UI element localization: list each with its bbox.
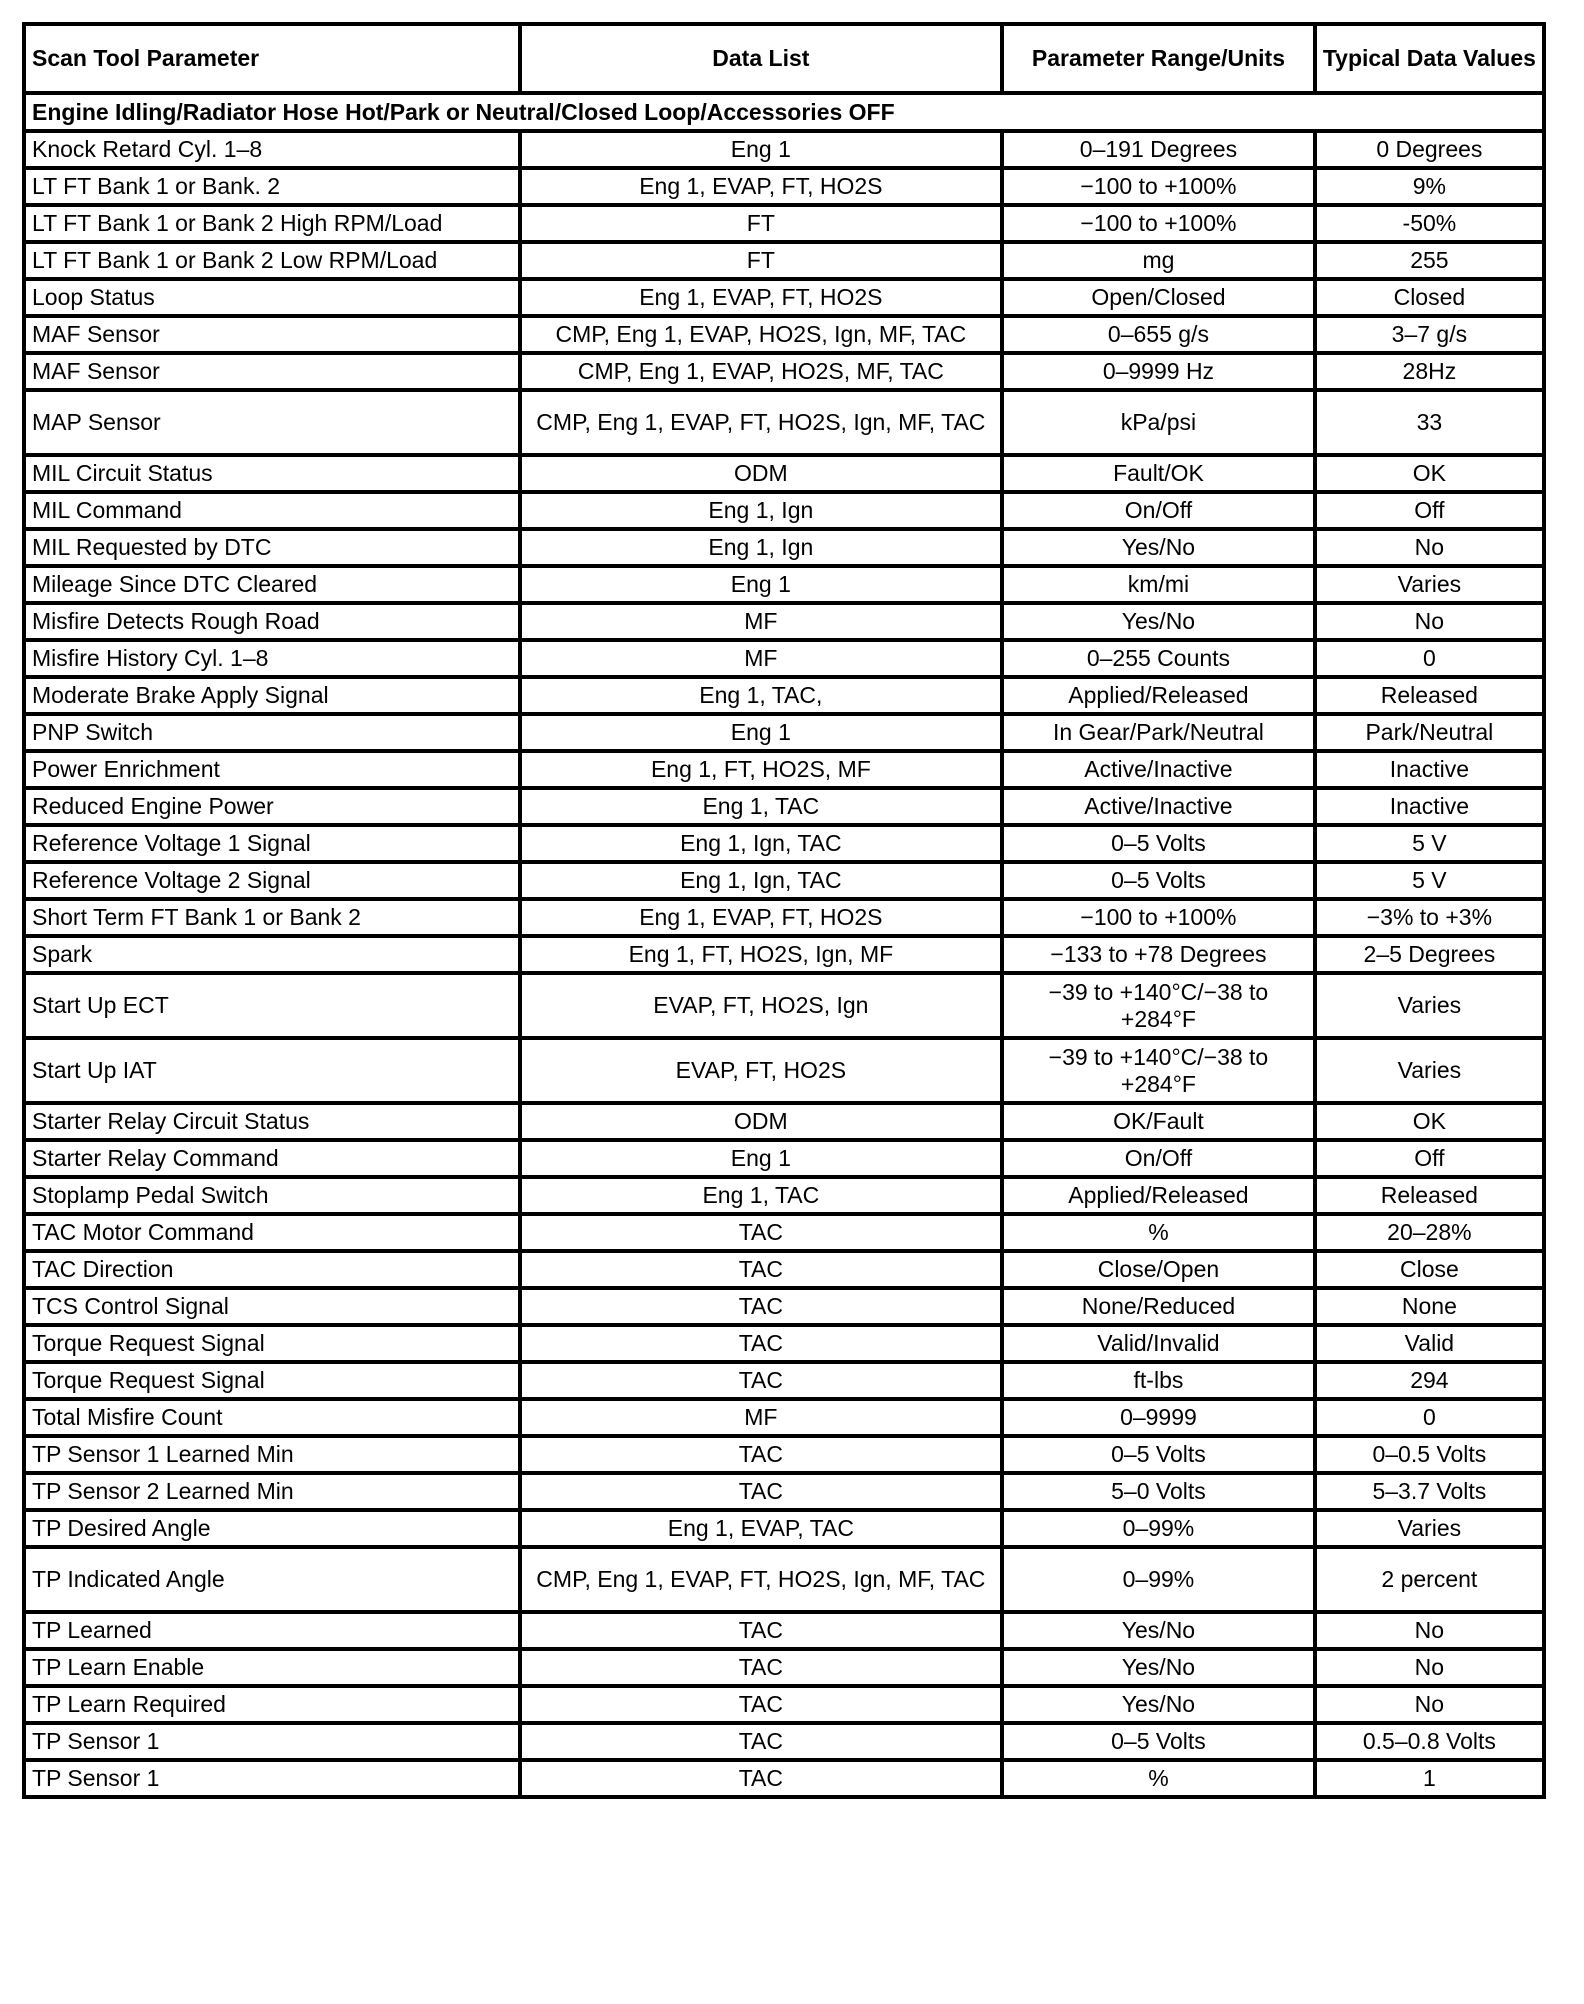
table-row (24, 1362, 1544, 1399)
parameter-cell: LT FT Bank 1 or Bank. 2 (24, 168, 520, 205)
typical-value-cell: None (1315, 1288, 1544, 1325)
table-row (24, 899, 1544, 936)
table-row (24, 353, 1544, 390)
range-units-cell: mg (1002, 242, 1315, 279)
table-row (24, 1760, 1544, 1797)
parameter-cell: Starter Relay Circuit Status (24, 1103, 520, 1140)
typical-value-cell: 5 V (1315, 825, 1544, 862)
typical-value-cell: 294 (1315, 1362, 1544, 1399)
typical-value-cell: No (1315, 529, 1544, 566)
table-body (24, 93, 1544, 1797)
parameter-cell: Torque Request Signal (24, 1362, 520, 1399)
typical-value-cell: Released (1315, 1177, 1544, 1214)
range-units-cell: Yes/No (1002, 1612, 1315, 1649)
range-units-cell: Active/Inactive (1002, 788, 1315, 825)
range-units-cell: −133 to +78 Degrees (1002, 936, 1315, 973)
parameter-cell: Power Enrichment (24, 751, 520, 788)
typical-value-cell: 3–7 g/s (1315, 316, 1544, 353)
parameter-cell: Knock Retard Cyl. 1–8 (24, 131, 520, 168)
parameter-cell: TP Sensor 1 Learned Min (24, 1436, 520, 1473)
table-row (24, 1038, 1544, 1103)
table-row (24, 279, 1544, 316)
range-units-cell: Yes/No (1002, 529, 1315, 566)
data-list-cell: TAC (520, 1686, 1003, 1723)
typical-value-cell: 9% (1315, 168, 1544, 205)
table-row (24, 390, 1544, 455)
table-row (24, 1288, 1544, 1325)
range-units-cell: None/Reduced (1002, 1288, 1315, 1325)
typical-value-cell: 0 (1315, 1399, 1544, 1436)
range-units-cell: 0–5 Volts (1002, 1723, 1315, 1760)
table-row (24, 1510, 1544, 1547)
data-list-cell: CMP, Eng 1, EVAP, FT, HO2S, Ign, MF, TAC (520, 1547, 1003, 1612)
parameter-cell: LT FT Bank 1 or Bank 2 High RPM/Load (24, 205, 520, 242)
parameter-cell: MIL Circuit Status (24, 455, 520, 492)
parameter-cell: MIL Requested by DTC (24, 529, 520, 566)
range-units-cell: 0–655 g/s (1002, 316, 1315, 353)
header-data-list: Data List (520, 24, 1003, 93)
table-row (24, 862, 1544, 899)
data-list-cell: Eng 1 (520, 131, 1003, 168)
parameter-cell: Reduced Engine Power (24, 788, 520, 825)
typical-value-cell: Off (1315, 1140, 1544, 1177)
table-row (24, 1436, 1544, 1473)
parameter-cell: MAF Sensor (24, 353, 520, 390)
typical-value-cell: 255 (1315, 242, 1544, 279)
table-row (24, 1473, 1544, 1510)
typical-value-cell: Valid (1315, 1325, 1544, 1362)
data-list-cell: TAC (520, 1473, 1003, 1510)
range-units-cell: Valid/Invalid (1002, 1325, 1315, 1362)
data-list-cell: CMP, Eng 1, EVAP, HO2S, MF, TAC (520, 353, 1003, 390)
typical-value-cell: Inactive (1315, 751, 1544, 788)
table-row (24, 1399, 1544, 1436)
data-list-cell: Eng 1, EVAP, FT, HO2S (520, 279, 1003, 316)
table-row (24, 973, 1544, 1038)
range-units-cell: −39 to +140°C/−38 to +284°F (1002, 973, 1315, 1038)
table-row (24, 316, 1544, 353)
parameter-cell: Short Term FT Bank 1 or Bank 2 (24, 899, 520, 936)
range-units-cell: 0–99% (1002, 1547, 1315, 1612)
table-row (24, 936, 1544, 973)
typical-value-cell: 0 (1315, 640, 1544, 677)
range-units-cell: % (1002, 1214, 1315, 1251)
parameter-cell: TP Sensor 1 (24, 1760, 520, 1797)
typical-value-cell: 5 V (1315, 862, 1544, 899)
parameter-cell: TP Learn Enable (24, 1649, 520, 1686)
parameter-cell: Stoplamp Pedal Switch (24, 1177, 520, 1214)
typical-value-cell: Varies (1315, 973, 1544, 1038)
table-row (24, 529, 1544, 566)
typical-value-cell: Released (1315, 677, 1544, 714)
data-list-cell: Eng 1, FT, HO2S, Ign, MF (520, 936, 1003, 973)
typical-value-cell: 0.5–0.8 Volts (1315, 1723, 1544, 1760)
parameter-cell: Moderate Brake Apply Signal (24, 677, 520, 714)
range-units-cell: 0–5 Volts (1002, 1436, 1315, 1473)
table-header-row (24, 24, 1544, 93)
range-units-cell: −100 to +100% (1002, 205, 1315, 242)
range-units-cell: 0–9999 Hz (1002, 353, 1315, 390)
typical-value-cell: Varies (1315, 1510, 1544, 1547)
range-units-cell: −39 to +140°C/−38 to +284°F (1002, 1038, 1315, 1103)
parameter-cell: TP Sensor 2 Learned Min (24, 1473, 520, 1510)
parameter-cell: Reference Voltage 2 Signal (24, 862, 520, 899)
typical-value-cell: 2–5 Degrees (1315, 936, 1544, 973)
table-row (24, 1723, 1544, 1760)
table-row (24, 1177, 1544, 1214)
data-list-cell: EVAP, FT, HO2S, Ign (520, 973, 1003, 1038)
range-units-cell: 0–5 Volts (1002, 862, 1315, 899)
range-units-cell: −100 to +100% (1002, 899, 1315, 936)
table-row (24, 1103, 1544, 1140)
parameter-cell: TP Learned (24, 1612, 520, 1649)
table-row (24, 751, 1544, 788)
parameter-cell: TP Sensor 1 (24, 1723, 520, 1760)
data-list-cell: ODM (520, 455, 1003, 492)
typical-value-cell: 5–3.7 Volts (1315, 1473, 1544, 1510)
data-list-cell: TAC (520, 1649, 1003, 1686)
typical-value-cell: 0 Degrees (1315, 131, 1544, 168)
parameter-cell: TP Indicated Angle (24, 1547, 520, 1612)
data-list-cell: Eng 1, Ign, TAC (520, 825, 1003, 862)
header-parameter-range-units: Parameter Range/Units (1002, 24, 1315, 93)
table-row (24, 1686, 1544, 1723)
range-units-cell: Applied/Released (1002, 1177, 1315, 1214)
typical-value-cell: No (1315, 1612, 1544, 1649)
data-list-cell: Eng 1, TAC, (520, 677, 1003, 714)
parameter-cell: MAF Sensor (24, 316, 520, 353)
parameter-cell: Start Up ECT (24, 973, 520, 1038)
table-row (24, 1140, 1544, 1177)
typical-value-cell: Inactive (1315, 788, 1544, 825)
data-list-cell: Eng 1, FT, HO2S, MF (520, 751, 1003, 788)
data-list-cell: TAC (520, 1760, 1003, 1797)
parameter-cell: LT FT Bank 1 or Bank 2 Low RPM/Load (24, 242, 520, 279)
data-list-cell: CMP, Eng 1, EVAP, FT, HO2S, Ign, MF, TAC (520, 390, 1003, 455)
typical-value-cell: Off (1315, 492, 1544, 529)
data-list-cell: TAC (520, 1288, 1003, 1325)
typical-value-cell: Varies (1315, 566, 1544, 603)
data-list-cell: Eng 1, EVAP, FT, HO2S (520, 168, 1003, 205)
range-units-cell: % (1002, 1760, 1315, 1797)
typical-value-cell: Varies (1315, 1038, 1544, 1103)
data-list-cell: Eng 1, EVAP, FT, HO2S (520, 899, 1003, 936)
typical-value-cell: −3% to +3% (1315, 899, 1544, 936)
typical-value-cell: 33 (1315, 390, 1544, 455)
table-row (24, 1547, 1544, 1612)
parameter-cell: Start Up IAT (24, 1038, 520, 1103)
range-units-cell: 0–9999 (1002, 1399, 1315, 1436)
range-units-cell: Yes/No (1002, 1649, 1315, 1686)
range-units-cell: km/mi (1002, 566, 1315, 603)
data-list-cell: Eng 1 (520, 566, 1003, 603)
data-list-cell: CMP, Eng 1, EVAP, HO2S, Ign, MF, TAC (520, 316, 1003, 353)
range-units-cell: On/Off (1002, 1140, 1315, 1177)
parameter-cell: TAC Motor Command (24, 1214, 520, 1251)
data-list-cell: Eng 1 (520, 714, 1003, 751)
table-row (24, 1325, 1544, 1362)
data-list-cell: EVAP, FT, HO2S (520, 1038, 1003, 1103)
range-units-cell: Yes/No (1002, 1686, 1315, 1723)
parameter-cell: TP Desired Angle (24, 1510, 520, 1547)
parameter-cell: TP Learn Required (24, 1686, 520, 1723)
range-units-cell: In Gear/Park/Neutral (1002, 714, 1315, 751)
table-row (24, 677, 1544, 714)
parameter-cell: Torque Request Signal (24, 1325, 520, 1362)
range-units-cell: 0–191 Degrees (1002, 131, 1315, 168)
data-list-cell: TAC (520, 1251, 1003, 1288)
parameter-cell: MAP Sensor (24, 390, 520, 455)
range-units-cell: Fault/OK (1002, 455, 1315, 492)
typical-value-cell: Closed (1315, 279, 1544, 316)
table-row (24, 242, 1544, 279)
data-list-cell: Eng 1 (520, 1140, 1003, 1177)
data-list-cell: TAC (520, 1325, 1003, 1362)
data-list-cell: Eng 1, Ign (520, 529, 1003, 566)
parameter-cell: MIL Command (24, 492, 520, 529)
typical-value-cell: -50% (1315, 205, 1544, 242)
range-units-cell: 5–0 Volts (1002, 1473, 1315, 1510)
parameter-cell: Misfire Detects Rough Road (24, 603, 520, 640)
table-row (24, 603, 1544, 640)
parameter-cell: TCS Control Signal (24, 1288, 520, 1325)
table-row (24, 566, 1544, 603)
range-units-cell: Close/Open (1002, 1251, 1315, 1288)
range-units-cell: 0–99% (1002, 1510, 1315, 1547)
data-list-cell: FT (520, 242, 1003, 279)
range-units-cell: Active/Inactive (1002, 751, 1315, 788)
table-row (24, 1649, 1544, 1686)
typical-value-cell: 28Hz (1315, 353, 1544, 390)
scan-tool-data-table (22, 22, 1546, 1799)
range-units-cell: Open/Closed (1002, 279, 1315, 316)
range-units-cell: 0–255 Counts (1002, 640, 1315, 677)
data-list-cell: Eng 1, TAC (520, 788, 1003, 825)
table-row (24, 1251, 1544, 1288)
data-list-cell: TAC (520, 1362, 1003, 1399)
data-list-cell: Eng 1, TAC (520, 1177, 1003, 1214)
data-list-cell: FT (520, 205, 1003, 242)
typical-value-cell: No (1315, 1686, 1544, 1723)
range-units-cell: On/Off (1002, 492, 1315, 529)
table-row (24, 788, 1544, 825)
typical-value-cell: No (1315, 603, 1544, 640)
range-units-cell: kPa/psi (1002, 390, 1315, 455)
typical-value-cell: OK (1315, 1103, 1544, 1140)
typical-value-cell: 20–28% (1315, 1214, 1544, 1251)
table-row (24, 640, 1544, 677)
data-list-cell: TAC (520, 1214, 1003, 1251)
table-row (24, 825, 1544, 862)
typical-value-cell: Park/Neutral (1315, 714, 1544, 751)
parameter-cell: Total Misfire Count (24, 1399, 520, 1436)
section-title: Engine Idling/Radiator Hose Hot/Park or Neutral/Closed Loop/Accessories OFF (24, 93, 1544, 131)
parameter-cell: Reference Voltage 1 Signal (24, 825, 520, 862)
data-list-cell: Eng 1, Ign, TAC (520, 862, 1003, 899)
parameter-cell: TAC Direction (24, 1251, 520, 1288)
range-units-cell: Applied/Released (1002, 677, 1315, 714)
data-list-cell: MF (520, 1399, 1003, 1436)
table-row (24, 1214, 1544, 1251)
data-list-cell: MF (520, 603, 1003, 640)
range-units-cell: −100 to +100% (1002, 168, 1315, 205)
data-list-cell: Eng 1, Ign (520, 492, 1003, 529)
header-typical-data-values: Typical Data Values (1315, 24, 1544, 93)
parameter-cell: Mileage Since DTC Cleared (24, 566, 520, 603)
range-units-cell: Yes/No (1002, 603, 1315, 640)
typical-value-cell: 0–0.5 Volts (1315, 1436, 1544, 1473)
table-row (24, 492, 1544, 529)
data-list-cell: Eng 1, EVAP, TAC (520, 1510, 1003, 1547)
header-scan-tool-parameter: Scan Tool Parameter (24, 24, 520, 93)
typical-value-cell: 1 (1315, 1760, 1544, 1797)
table-row (24, 205, 1544, 242)
data-list-cell: TAC (520, 1612, 1003, 1649)
table-row (24, 168, 1544, 205)
section-row (24, 93, 1544, 131)
table-row (24, 455, 1544, 492)
data-list-cell: TAC (520, 1436, 1003, 1473)
typical-value-cell: OK (1315, 455, 1544, 492)
parameter-cell: Misfire History Cyl. 1–8 (24, 640, 520, 677)
range-units-cell: 0–5 Volts (1002, 825, 1315, 862)
parameter-cell: PNP Switch (24, 714, 520, 751)
data-list-cell: TAC (520, 1723, 1003, 1760)
data-list-cell: ODM (520, 1103, 1003, 1140)
table-row (24, 1612, 1544, 1649)
parameter-cell: Spark (24, 936, 520, 973)
range-units-cell: ft-lbs (1002, 1362, 1315, 1399)
parameter-cell: Starter Relay Command (24, 1140, 520, 1177)
data-list-cell: MF (520, 640, 1003, 677)
parameter-cell: Loop Status (24, 279, 520, 316)
typical-value-cell: No (1315, 1649, 1544, 1686)
table-row (24, 714, 1544, 751)
table-row (24, 131, 1544, 168)
typical-value-cell: Close (1315, 1251, 1544, 1288)
range-units-cell: OK/Fault (1002, 1103, 1315, 1140)
typical-value-cell: 2 percent (1315, 1547, 1544, 1612)
